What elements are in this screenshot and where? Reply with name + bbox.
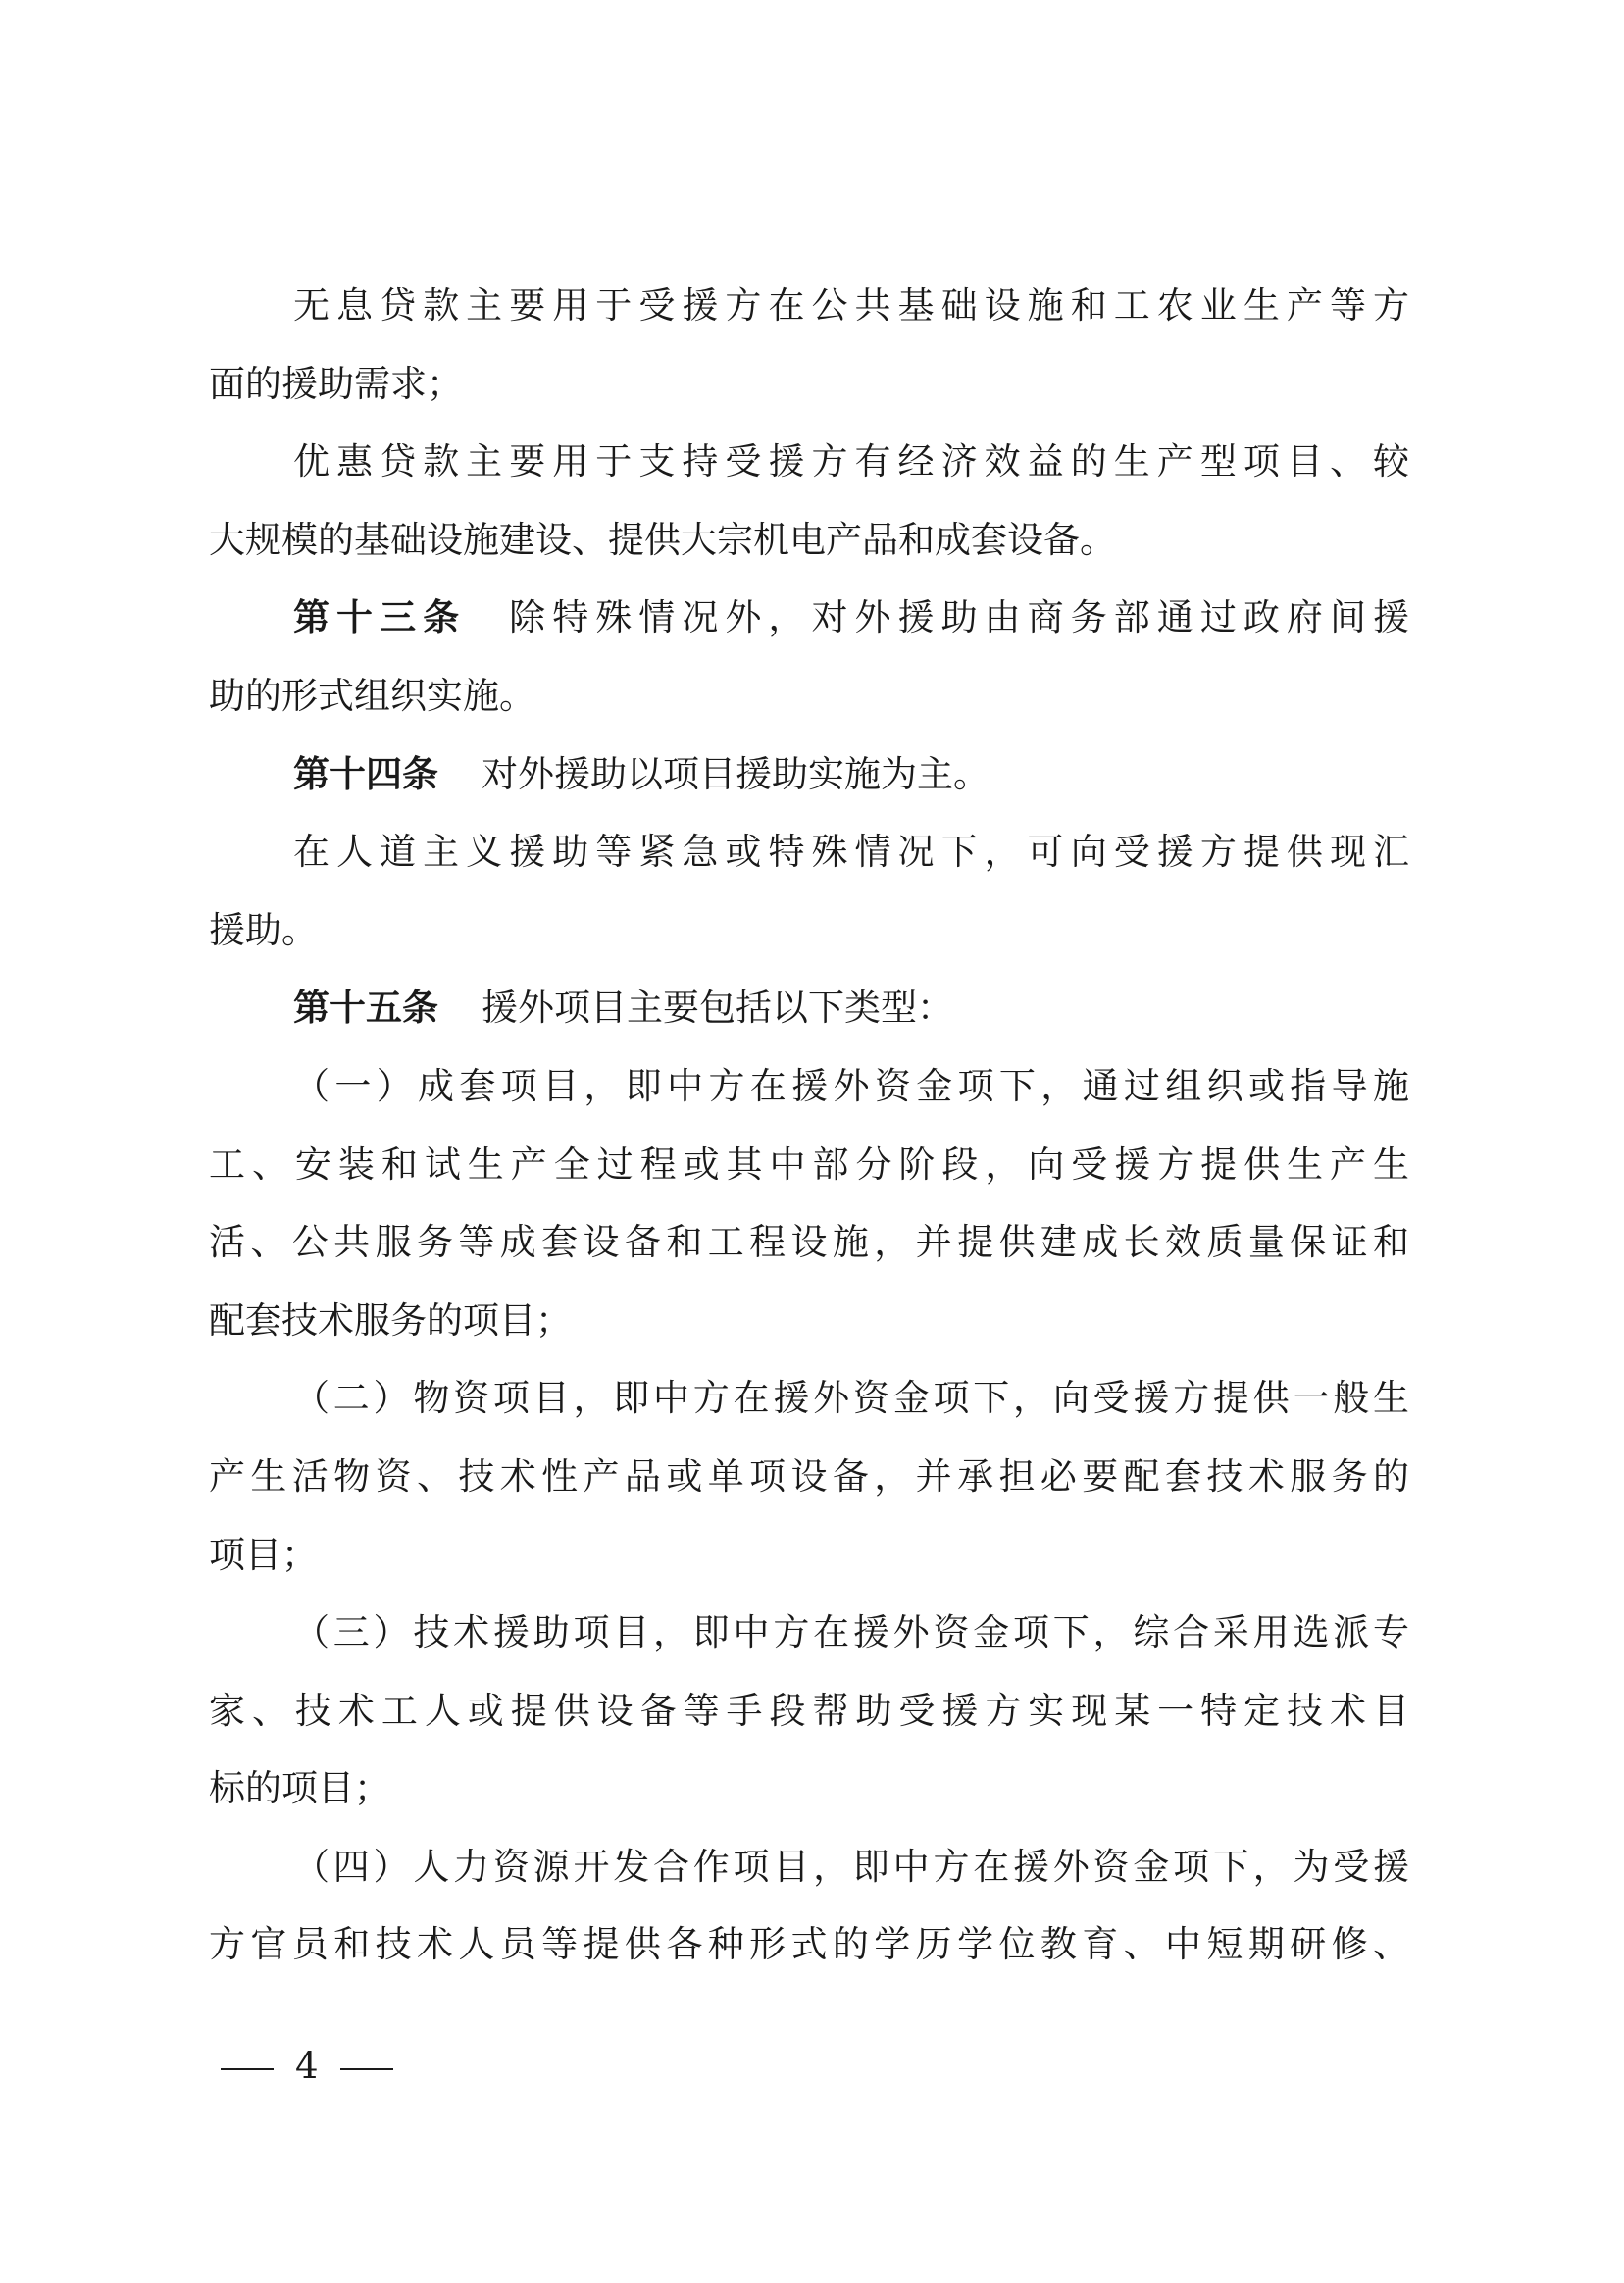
body-text [209,267,1409,1984]
paragraph-line: 方官员和技术人员等提供各种形式的学历学位教育、中短期研修、 [209,1923,1409,1966]
paragraph-line: （四）人力资源开发合作项目，即中方在援外资金项下，为受援 [293,1845,1409,1888]
paragraph-line: （二）物资项目，即中方在援外资金项下，向受援方提供一般生 [293,1377,1409,1420]
paragraph-line: 在人道主义援助等紧急或特殊情况下，可向受援方提供现汇 [293,831,1409,874]
paragraph-line: 配套技术服务的项目； [209,1298,572,1342]
paragraph-line: 面的援助需求； [209,362,463,405]
page-number [221,2042,393,2091]
article-13-label: 第十三条 [293,595,467,639]
paragraph-line: 工、安装和试生产全过程或其中部分阶段，向受援方提供生产生 [209,1142,1409,1186]
page-number-value: 4 [295,2045,319,2087]
page-number-dash-left [221,2068,274,2070]
page-number-dash-right [340,2068,393,2070]
paragraph-line: 活、公共服务等成套设备和工程设施，并提供建成长效质量保证和 [209,1221,1409,1264]
article-14-label: 第十四条 [293,751,438,795]
article-14-text: 对外援助以项目援助实施为主。 [482,752,990,795]
article-14-line [209,736,1409,814]
paragraph-line: 大规模的基础设施建设、提供大宗机电产品和成套设备。 [209,518,1116,561]
paragraph-line: 助的形式组织实施。 [209,674,535,717]
paragraph-line: （三）技术援助项目，即中方在援外资金项下，综合采用选派专 [293,1611,1409,1654]
article-13-line [209,579,1409,657]
paragraph-line: 援助。 [209,908,318,951]
article-15-label: 第十五条 [293,986,438,1030]
paragraph-line: 标的项目； [209,1767,390,1810]
paragraph-line: 项目； [209,1533,318,1576]
paragraph-line: 无息贷款主要用于受援方在公共基础设施和工农业生产等方 [293,284,1409,327]
article-15-text: 援外项目主要包括以下类型： [482,987,953,1030]
article-15-line [209,969,1409,1047]
article-13-text: 除特殊情况外，对外援助由商务部通过政府间援 [509,596,1409,639]
paragraph-line: 产生活物资、技术性产品或单项设备，并承担必要配套技术服务的 [209,1454,1409,1497]
paragraph-line: （一）成套项目，即中方在援外资金项下，通过组织或指导施 [293,1064,1409,1107]
paragraph-line: 优惠贷款主要用于支持受援方有经济效益的生产型项目、较 [293,440,1409,483]
paragraph-line: 家、技术工人或提供设备等手段帮助受援方实现某一特定技术目 [209,1689,1409,1732]
